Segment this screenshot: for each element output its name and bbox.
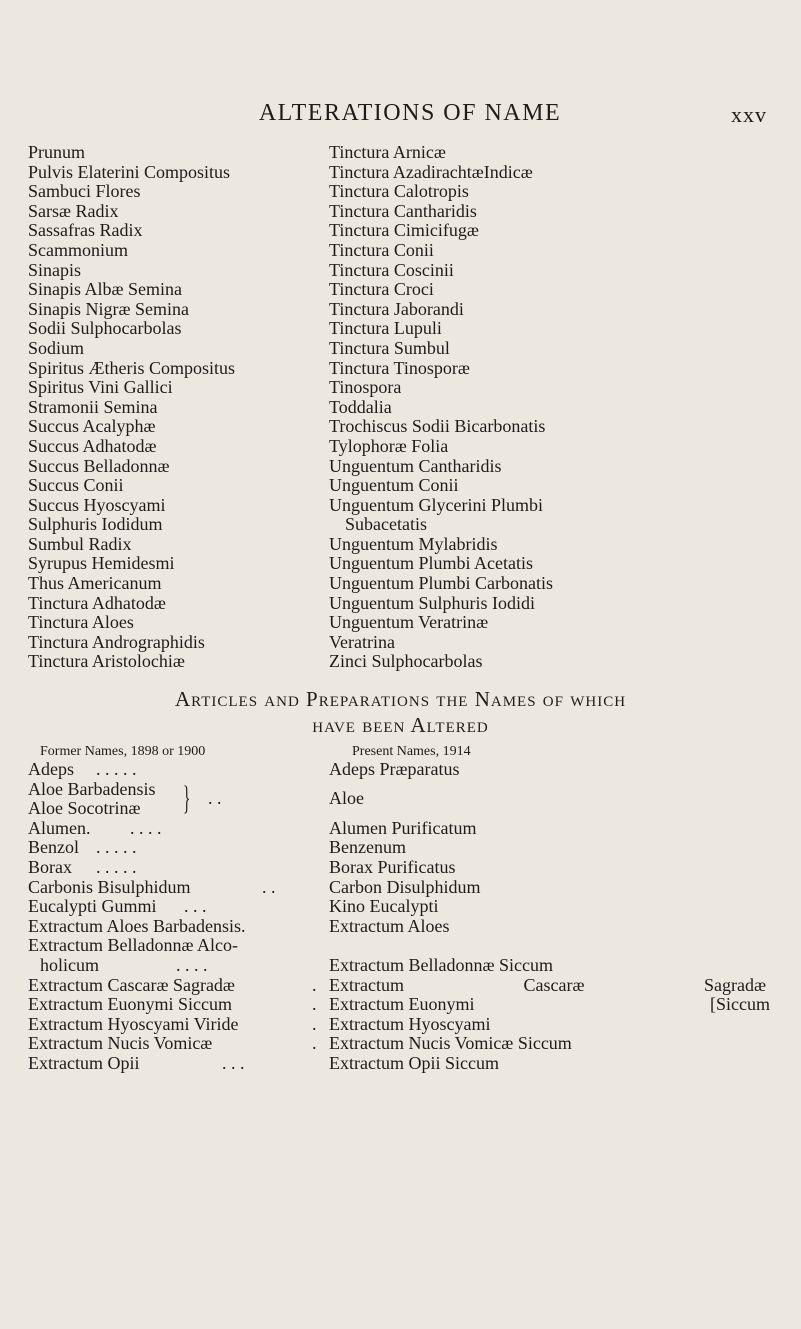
former-name: Borax xyxy=(28,856,72,877)
table-row xyxy=(0,936,801,956)
table-row xyxy=(0,1054,801,1074)
present-name: Borax Purificatus xyxy=(329,856,456,877)
list-item: Prunum xyxy=(28,142,86,162)
list-item: Succus Acalyphæ xyxy=(28,416,156,437)
leader-dots: . xyxy=(312,1013,317,1034)
list-item: Pulvis Elaterini Compositus xyxy=(28,161,231,182)
leader-dots: . . . . xyxy=(176,954,208,975)
brace-icon: } xyxy=(183,779,191,817)
leader-dots: . . . xyxy=(184,896,207,917)
list-item: Tinctura Arnicæ xyxy=(329,142,446,162)
present-name: Aloe xyxy=(329,787,364,808)
list-item: Tinctura Tinosporæ xyxy=(329,357,470,378)
table-row xyxy=(0,780,801,819)
list-item: Sodii Sulphocarbolas xyxy=(28,318,182,339)
list-item: Unguentum Mylabridis xyxy=(329,533,498,554)
table-row xyxy=(0,838,801,858)
present-name: Adeps Præparatus xyxy=(329,759,460,779)
former-name-group xyxy=(28,780,155,819)
former-name: Extractum Euonymi Siccum xyxy=(28,994,232,1015)
table-row xyxy=(0,878,801,898)
list-item: Tinctura Cimicifugæ xyxy=(329,220,479,241)
table-row xyxy=(0,956,801,976)
right-name-list xyxy=(329,143,553,672)
former-name: Extractum Cascaræ Sagradæ xyxy=(28,974,235,995)
former-name: Carbonis Bisulphidum xyxy=(28,876,191,897)
table-row xyxy=(0,897,801,917)
present-name: Benzenum xyxy=(329,837,406,858)
list-item: Sinapis xyxy=(28,259,82,280)
page-number: xxv xyxy=(731,102,767,127)
list-item: Toddalia xyxy=(329,396,392,417)
leader-dots: . xyxy=(312,1033,317,1054)
leader-dots: . xyxy=(312,994,317,1015)
list-item: Sassafras Radix xyxy=(28,220,143,241)
table-row xyxy=(0,917,801,937)
list-item: Succus Belladonnæ xyxy=(28,455,170,476)
list-item: Spiritus Vini Gallici xyxy=(28,377,173,398)
former-name: Extractum Nucis Vomicæ xyxy=(28,1033,213,1054)
list-item: Tinctura Jaborandi xyxy=(329,298,464,319)
list-item: Tinctura Aristolochiæ xyxy=(28,651,185,672)
list-item: Tinctura Adhatodæ xyxy=(28,592,166,613)
list-item: Unguentum Veratrinæ xyxy=(329,612,489,633)
list-item: Unguentum Glycerini Plumbi xyxy=(329,494,543,515)
running-title: ALTERATIONS OF NAME xyxy=(258,100,562,126)
leader-dots: . . . xyxy=(222,1052,245,1073)
list-item: Tinctura AzadirachtæIndicæ xyxy=(329,161,533,182)
present-name: Carbon Disulphidum xyxy=(329,876,481,897)
list-item: Stramonii Semina xyxy=(28,396,158,417)
leader-dots: . . . . . xyxy=(96,837,137,858)
list-item: Thus Americanum xyxy=(28,573,162,594)
list-item: Tinctura Aloes xyxy=(28,612,134,633)
list-item: Sinapis Nigræ Semina xyxy=(28,298,189,319)
former-name: Alumen. xyxy=(28,817,91,838)
list-item: Unguentum Sulphuris Iodidi xyxy=(329,592,535,613)
present-name-part: Extractum Euonymi xyxy=(329,994,475,1015)
former-name: holicum xyxy=(40,954,99,975)
present-name-part: Sagradæ xyxy=(704,974,766,995)
leader-dots: . . . . . xyxy=(96,856,137,877)
former-name: Extractum Aloes Barbadensis. xyxy=(28,915,246,936)
former-name: Benzol xyxy=(28,837,79,858)
list-item: Scammonium xyxy=(28,239,128,260)
former-names-header: Former Names, 1898 or 1900 xyxy=(40,744,206,759)
leader-dots: . . . . . xyxy=(96,759,137,779)
list-item: Tinctura Conii xyxy=(329,239,434,260)
former-name: Extractum Hyoscyami Viride xyxy=(28,1013,239,1034)
list-item: Tinospora xyxy=(329,377,402,398)
former-name: Extractum Opii xyxy=(28,1052,140,1073)
former-name: Adeps xyxy=(28,759,74,779)
left-name-list xyxy=(28,143,235,672)
leader-dots: . xyxy=(312,974,317,995)
list-item: Veratrina xyxy=(329,631,395,652)
list-item: Succus Adhatodæ xyxy=(28,435,157,456)
present-name-part: Cascaræ xyxy=(523,974,585,995)
present-name: Extractum Aloes xyxy=(329,915,450,936)
list-item: Tinctura Calotropis xyxy=(329,181,469,202)
list-item: Sambuci Flores xyxy=(28,181,141,202)
list-item: Trochiscus Sodii Bicarbonatis xyxy=(329,416,546,437)
list-item: Sumbul Radix xyxy=(28,533,132,554)
leader-dots: . . xyxy=(262,876,276,897)
name-changes-table xyxy=(0,760,801,1074)
table-row xyxy=(0,1034,801,1054)
section-title xyxy=(0,686,801,738)
present-name: Extractum Nucis Vomicæ Siccum xyxy=(329,1033,572,1054)
table-row xyxy=(0,858,801,878)
present-name xyxy=(329,976,766,996)
leader-dots: . . . . xyxy=(130,817,162,838)
present-name: Extractum Belladonnæ Siccum xyxy=(329,954,553,975)
list-item: Tinctura Cantharidis xyxy=(329,200,477,221)
former-name: Aloe Barbadensis xyxy=(28,778,156,799)
list-item: Zinci Sulphocarbolas xyxy=(329,651,483,672)
former-name: Aloe Socotrinæ xyxy=(28,798,141,819)
table-row xyxy=(0,760,801,780)
present-name: Extractum Hyoscyami xyxy=(329,1013,491,1034)
leader-dots: . . xyxy=(208,787,222,808)
table-row xyxy=(0,995,801,1015)
section-title-line-2: have been Altered xyxy=(312,713,489,737)
present-name: Extractum Opii Siccum xyxy=(329,1052,499,1073)
former-name: Extractum Belladonnæ Alco- xyxy=(28,935,238,956)
list-item: Unguentum Plumbi Acetatis xyxy=(329,553,533,574)
list-item: Tylophoræ Folia xyxy=(329,435,449,456)
list-item: Tinctura Andrographidis xyxy=(28,631,205,652)
list-item: Unguentum Cantharidis xyxy=(329,455,502,476)
list-item: Syrupus Hemidesmi xyxy=(28,553,175,574)
list-item: Succus Hyoscyami xyxy=(28,494,166,515)
present-name-part: [Siccum xyxy=(710,994,770,1015)
present-name-part: Extractum xyxy=(329,974,404,995)
list-item: Tinctura Croci xyxy=(329,279,434,300)
table-row xyxy=(0,819,801,839)
list-item: Spiritus Ætheris Compositus xyxy=(28,357,236,378)
table-row xyxy=(0,976,801,996)
former-name: Eucalypti Gummi xyxy=(28,896,157,917)
present-name: Kino Eucalypti xyxy=(329,896,439,917)
present-name: Alumen Purificatum xyxy=(329,817,477,838)
list-item: Sarsæ Radix xyxy=(28,200,119,221)
list-item: Unguentum Plumbi Carbonatis xyxy=(329,573,553,594)
list-item: Sulphuris Iodidum xyxy=(28,514,163,535)
list-item: Sinapis Albæ Semina xyxy=(28,279,183,300)
list-item: Succus Conii xyxy=(28,475,124,496)
present-names-header: Present Names, 1914 xyxy=(352,744,471,759)
list-item: Tinctura Lupuli xyxy=(329,318,442,339)
list-item: Tinctura Sumbul xyxy=(329,337,450,358)
list-item: Subacetatis xyxy=(345,514,427,535)
table-row xyxy=(0,1015,801,1035)
section-title-line-1: Articles and Preparations the Names of which xyxy=(174,687,627,711)
running-head xyxy=(0,100,801,130)
list-item: Tinctura Coscinii xyxy=(329,259,454,280)
list-item: Sodium xyxy=(28,337,85,358)
present-name xyxy=(329,995,770,1015)
list-item: Unguentum Conii xyxy=(329,475,459,496)
